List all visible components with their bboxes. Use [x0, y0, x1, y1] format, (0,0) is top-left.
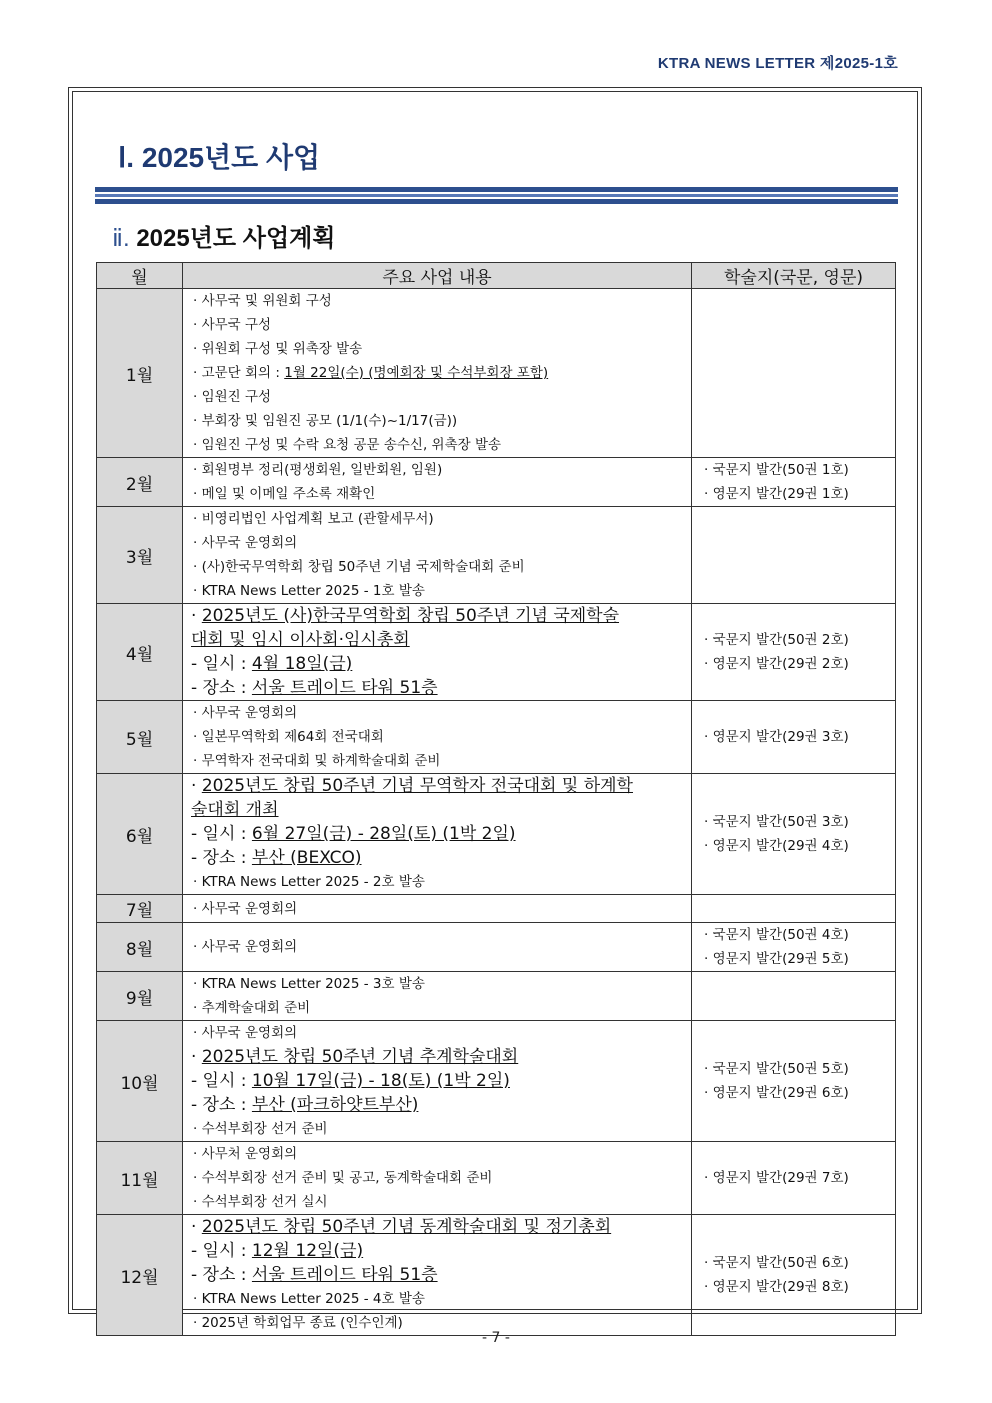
event-line-text: 서울 트레이드 타워 51층	[251, 1265, 438, 1285]
table-row	[97, 458, 896, 507]
plan-item-text: 메일 및 이메일 주소록 재확인	[201, 486, 376, 502]
table-header-row	[97, 263, 896, 289]
plan-item-text: 수석부회장 선거 준비	[201, 1121, 328, 1137]
table-row	[97, 604, 896, 701]
plan-item	[191, 555, 683, 579]
title-rule	[95, 187, 898, 192]
event-line	[191, 1045, 683, 1069]
plan-item	[191, 870, 683, 894]
plan-item	[191, 531, 683, 555]
plan-item-text: KTRA News Letter 2025 - 3호 발송	[201, 976, 425, 992]
plan-item-text: 부회장 및 임원진 공모 (1/1(수)~1/17(금))	[201, 413, 458, 429]
event-line	[191, 774, 683, 798]
month-cell: 6월	[97, 774, 183, 895]
journal-cell	[692, 895, 896, 923]
event-line	[191, 1263, 683, 1287]
content-cell	[183, 507, 692, 604]
plan-item	[191, 1287, 683, 1311]
journal-item: · 영문지 발간(29권 4호)	[702, 834, 885, 858]
subsection-label: 2025년도 사업계획	[136, 225, 336, 252]
journal-cell	[692, 604, 896, 701]
plan-item	[191, 433, 683, 457]
plan-item	[191, 361, 683, 385]
plan-item	[191, 458, 683, 482]
table-row	[97, 1142, 896, 1215]
journal-item: · 국문지 발간(50권 3호)	[702, 810, 885, 834]
event-line	[191, 604, 683, 628]
content-cell	[183, 1142, 692, 1215]
plan-item	[191, 701, 683, 725]
event-line	[191, 652, 683, 676]
title-rule	[95, 194, 898, 197]
plan-item	[191, 482, 683, 506]
plan-item-text: 임원진 구성	[201, 389, 272, 405]
event-line-text: 서울 트레이드 타워 51층	[251, 678, 438, 698]
journal-item: · 영문지 발간(29권 8호)	[702, 1275, 885, 1299]
journal-item: · 영문지 발간(29권 6호)	[702, 1081, 885, 1105]
month-cell: 3월	[97, 507, 183, 604]
plan-item-text: (사)한국무역학회 창립 50주년 기념 국제학술대회 준비	[201, 559, 525, 575]
journal-item: · 영문지 발간(29권 3호)	[702, 725, 885, 749]
header-content: 주요 사업 내용	[183, 263, 692, 289]
journal-item: · 국문지 발간(50권 1호)	[702, 458, 885, 482]
journal-item: · 영문지 발간(29권 7호)	[702, 1166, 885, 1190]
page-number: - 7 -	[482, 1330, 510, 1346]
event-line-text: 부산 (파크하얏트부산)	[251, 1095, 419, 1115]
event-line-text: 12월 12일(금)	[251, 1241, 364, 1261]
plan-item-text: KTRA News Letter 2025 - 1호 발송	[201, 583, 425, 599]
journal-cell	[692, 507, 896, 604]
plan-item	[191, 897, 683, 921]
subsection-number: ⅱ.	[112, 225, 130, 252]
month-cell: 8월	[97, 923, 183, 972]
content-cell	[183, 701, 692, 774]
table-row	[97, 507, 896, 604]
plan-item-text: 무역학자 전국대회 및 하계학술대회 준비	[201, 753, 441, 769]
journal-cell	[692, 972, 896, 1021]
journal-cell	[692, 1215, 896, 1336]
plan-item	[191, 1190, 683, 1214]
plan-item-text: 2025년 학회업무 종료 (인수인계)	[201, 1315, 403, 1331]
header-journal: 학술지(국문, 영문)	[692, 263, 896, 289]
event-line-text: 6월 27일(금) - 28일(토) (1박 2일)	[251, 824, 516, 844]
event-line-prefix: - 장소 :	[191, 1265, 252, 1285]
plan-item-text: 사무국 구성	[201, 317, 272, 333]
plan-item	[191, 1021, 683, 1045]
title-rule	[95, 199, 898, 204]
event-line-text: 10월 17일(금) - 18(토) (1박 2일)	[251, 1071, 510, 1091]
section-title: Ⅰ. 2025년도 사업	[118, 142, 321, 173]
month-cell: 10월	[97, 1021, 183, 1142]
journal-cell	[692, 1142, 896, 1215]
plan-item-text: KTRA News Letter 2025 - 4호 발송	[201, 1291, 425, 1307]
business-plan-table	[96, 262, 896, 1336]
plan-item-highlight: 1월 22일(수) (명예회장 및 수석부회장 포함)	[284, 365, 549, 381]
event-line-text: 2025년도 창립 50주년 기념 동계학술대회 및 정기총회	[201, 1217, 612, 1237]
event-line-prefix: - 장소 :	[191, 1095, 252, 1115]
journal-item: · 영문지 발간(29권 2호)	[702, 652, 885, 676]
plan-item-text: 위원회 구성 및 위촉장 발송	[201, 341, 363, 357]
plan-item-text: 비영리법인 사업계획 보고 (관할세무서)	[201, 511, 434, 527]
event-line	[191, 1093, 683, 1117]
event-line	[191, 1069, 683, 1093]
event-line	[191, 1239, 683, 1263]
month-cell: 7월	[97, 895, 183, 923]
journal-item: · 영문지 발간(29권 5호)	[702, 947, 885, 971]
plan-item-text: 사무국 운영회의	[201, 900, 298, 917]
plan-item	[191, 725, 683, 749]
journal-cell	[692, 458, 896, 507]
journal-item: · 국문지 발간(50권 2호)	[702, 628, 885, 652]
content-cell	[183, 774, 692, 895]
header-month: 월	[97, 263, 183, 289]
event-line-text: 부산 (BEXCO)	[251, 848, 362, 868]
event-line-prefix: - 장소 :	[191, 678, 252, 698]
table-row	[97, 1021, 896, 1142]
plan-item	[191, 507, 683, 531]
event-line-prefix: - 일시 :	[191, 654, 252, 674]
month-cell: 2월	[97, 458, 183, 507]
event-line-prefix: - 일시 :	[191, 824, 252, 844]
plan-item	[191, 935, 683, 959]
event-line-text: 2025년도 창립 50주년 기념 무역학자 전국대회 및 하계학	[201, 776, 633, 796]
event-line-prefix: ·	[191, 606, 202, 626]
plan-item	[191, 996, 683, 1020]
event-line-prefix: - 장소 :	[191, 848, 252, 868]
event-line-prefix: - 일시 :	[191, 1241, 252, 1261]
month-cell: 1월	[97, 289, 183, 458]
table-row	[97, 923, 896, 972]
table-row	[97, 1215, 896, 1336]
journal-item: · 영문지 발간(29권 1호)	[702, 482, 885, 506]
event-line-prefix: ·	[191, 776, 202, 796]
plan-item-text: 일본무역학회 제64회 전국대회	[201, 729, 384, 745]
plan-item-text: 사무국 운영회의	[201, 535, 298, 551]
plan-item	[191, 579, 683, 603]
plan-item	[191, 313, 683, 337]
event-line-prefix: ·	[191, 1217, 202, 1237]
content-cell	[183, 972, 692, 1021]
journal-cell	[692, 923, 896, 972]
month-cell: 12월	[97, 1215, 183, 1336]
event-line	[191, 676, 683, 700]
content-cell	[183, 289, 692, 458]
table-row	[97, 972, 896, 1021]
event-line	[191, 846, 683, 870]
plan-item	[191, 1117, 683, 1141]
month-cell: 11월	[97, 1142, 183, 1215]
plan-item	[191, 289, 683, 313]
plan-item-text: 추계학술대회 준비	[201, 1000, 311, 1016]
plan-item-text: 사무국 운영회의	[201, 939, 298, 955]
event-line	[191, 628, 683, 652]
plan-item-text: 임원진 구성 및 수락 요청 공문 송수신, 위촉장 발송	[201, 437, 502, 453]
event-line	[191, 822, 683, 846]
journal-item: · 국문지 발간(50권 4호)	[702, 923, 885, 947]
subsection-title	[112, 218, 336, 253]
journal-item: · 국문지 발간(50권 6호)	[702, 1251, 885, 1275]
month-cell: 9월	[97, 972, 183, 1021]
journal-cell	[692, 289, 896, 458]
event-line-text: 2025년도 창립 50주년 기념 추계학술대회	[201, 1047, 519, 1067]
journal-cell	[692, 774, 896, 895]
plan-item	[191, 1142, 683, 1166]
plan-item-text: KTRA News Letter 2025 - 2호 발송	[201, 874, 425, 890]
table-row	[97, 289, 896, 458]
plan-item-text: 사무국 및 위원회 구성	[201, 293, 332, 309]
journal-item: · 국문지 발간(50권 5호)	[702, 1057, 885, 1081]
plan-item	[191, 337, 683, 361]
event-line-text: 대회 및 임시 이사회·임시총회	[191, 630, 410, 650]
journal-cell	[692, 1021, 896, 1142]
month-cell: 4월	[97, 604, 183, 701]
event-line-prefix: - 일시 :	[191, 1071, 252, 1091]
plan-item-text: 수석부회장 선거 실시	[201, 1194, 328, 1210]
plan-item	[191, 385, 683, 409]
journal-cell	[692, 701, 896, 774]
plan-item-text: 수석부회장 선거 준비 및 공고, 동계학술대회 준비	[201, 1170, 493, 1186]
content-cell	[183, 1021, 692, 1142]
table-row	[97, 701, 896, 774]
event-line-text: 술대회 개최	[191, 800, 279, 820]
content-cell	[183, 604, 692, 701]
plan-item	[191, 749, 683, 773]
plan-item	[191, 409, 683, 433]
event-line-prefix: ·	[191, 1047, 202, 1067]
plan-item-text: 사무국 운영회의	[201, 1025, 298, 1041]
plan-item-text: 회원명부 정리(평생회원, 일반회원, 임원)	[201, 462, 443, 478]
content-cell	[183, 1215, 692, 1336]
event-line	[191, 1215, 683, 1239]
event-line-text: 4월 18일(금)	[251, 654, 353, 674]
table-row	[97, 895, 896, 923]
content-cell	[183, 923, 692, 972]
plan-item-text: 고문단 회의 :	[201, 365, 285, 381]
table-row	[97, 774, 896, 895]
plan-item	[191, 972, 683, 996]
event-line	[191, 798, 683, 822]
plan-item	[191, 1166, 683, 1190]
content-cell	[183, 895, 692, 923]
plan-item-text: 사무국 운영회의	[201, 705, 298, 721]
event-line-text: 2025년도 (사)한국무역학회 창립 50주년 기념 국제학술	[201, 606, 620, 626]
month-cell: 5월	[97, 701, 183, 774]
plan-item-text: 사무처 운영회의	[201, 1146, 298, 1162]
content-cell	[183, 458, 692, 507]
newsletter-header: KTRA NEWS LETTER 제2025-1호	[657, 55, 898, 72]
